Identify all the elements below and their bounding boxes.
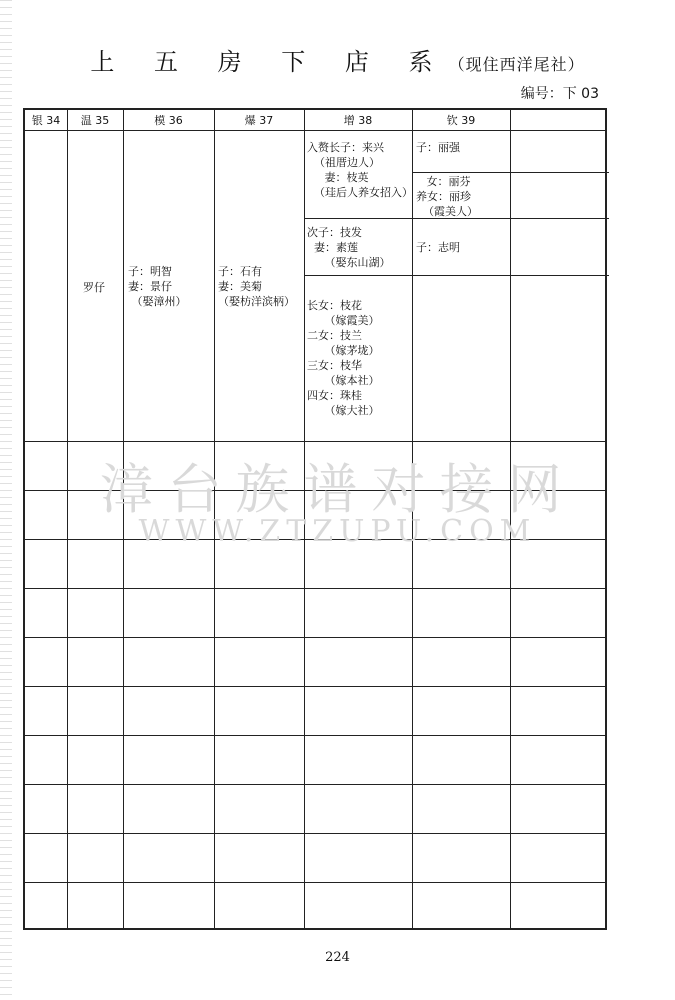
header-row-divider — [25, 130, 605, 131]
column-header-38: 增 38 — [343, 114, 373, 127]
row-divider — [25, 735, 605, 736]
row-divider — [25, 588, 605, 589]
row-divider — [25, 441, 605, 442]
row-divider — [25, 784, 605, 785]
column-header-39: 钦 39 — [446, 114, 476, 127]
cell-gen39-first: 子：丽强 — [416, 141, 460, 154]
record-code: 编号：下 03 — [520, 86, 599, 102]
column-header-35: 温 35 — [80, 114, 110, 127]
scan-edge-noise — [0, 0, 12, 1000]
title-main: 上 五 房 下 店 系 — [90, 48, 449, 76]
row-divider — [25, 539, 605, 540]
row-divider — [25, 686, 605, 687]
row-divider — [25, 490, 605, 491]
title-subtitle: （现住西洋尾社） — [448, 55, 585, 74]
row-divider — [412, 172, 609, 173]
column-divider — [123, 110, 124, 928]
cell-gen38-second: 次子：技发 妻：素莲 （娶东山湖） — [307, 226, 391, 269]
row-divider — [304, 275, 609, 276]
row-divider — [25, 882, 605, 883]
cell-gen36: 子：明智 妻：景仔 （娶漳州） — [128, 265, 187, 308]
row-divider — [25, 833, 605, 834]
cell-gen39-third: 子：志明 — [416, 241, 460, 254]
column-divider — [67, 110, 68, 928]
watermark-text-url: WWW.ZTZUPU.COM — [138, 514, 537, 549]
cell-gen37: 子：石有 妻：美菊 （娶枋洋滨柄） — [218, 265, 295, 308]
column-divider — [510, 110, 511, 928]
cell-gen35: 罗仔 — [83, 281, 105, 294]
cell-gen38-daughters: 长女：枝花 （嫁霞美） 二女：技兰 （嫁茅垅） 三女：枝华 （嫁本社） 四女：珠桂 （嫁大社） — [307, 299, 380, 417]
column-divider — [412, 110, 413, 928]
column-header-empty — [510, 112, 609, 130]
column-header-34: 银 34 — [31, 114, 61, 127]
row-divider — [25, 637, 605, 638]
page-title — [0, 42, 675, 77]
page-number: 224 — [325, 950, 350, 965]
cell-gen38-first: 入赘长子：来兴 （祖厝边人） 妻：枝英 （珪后人养女招入） — [307, 141, 413, 199]
column-divider — [304, 110, 305, 928]
watermark-text-cn: 漳台族谱对接网 — [99, 458, 576, 521]
column-header-36: 模 36 — [154, 114, 183, 127]
cell-gen39-second: 女：丽芬 养女：丽珍 （霞美人） — [416, 175, 478, 218]
column-divider — [214, 110, 215, 928]
genealogy-table — [23, 108, 607, 930]
column-header-37: 爆 37 — [244, 114, 274, 127]
